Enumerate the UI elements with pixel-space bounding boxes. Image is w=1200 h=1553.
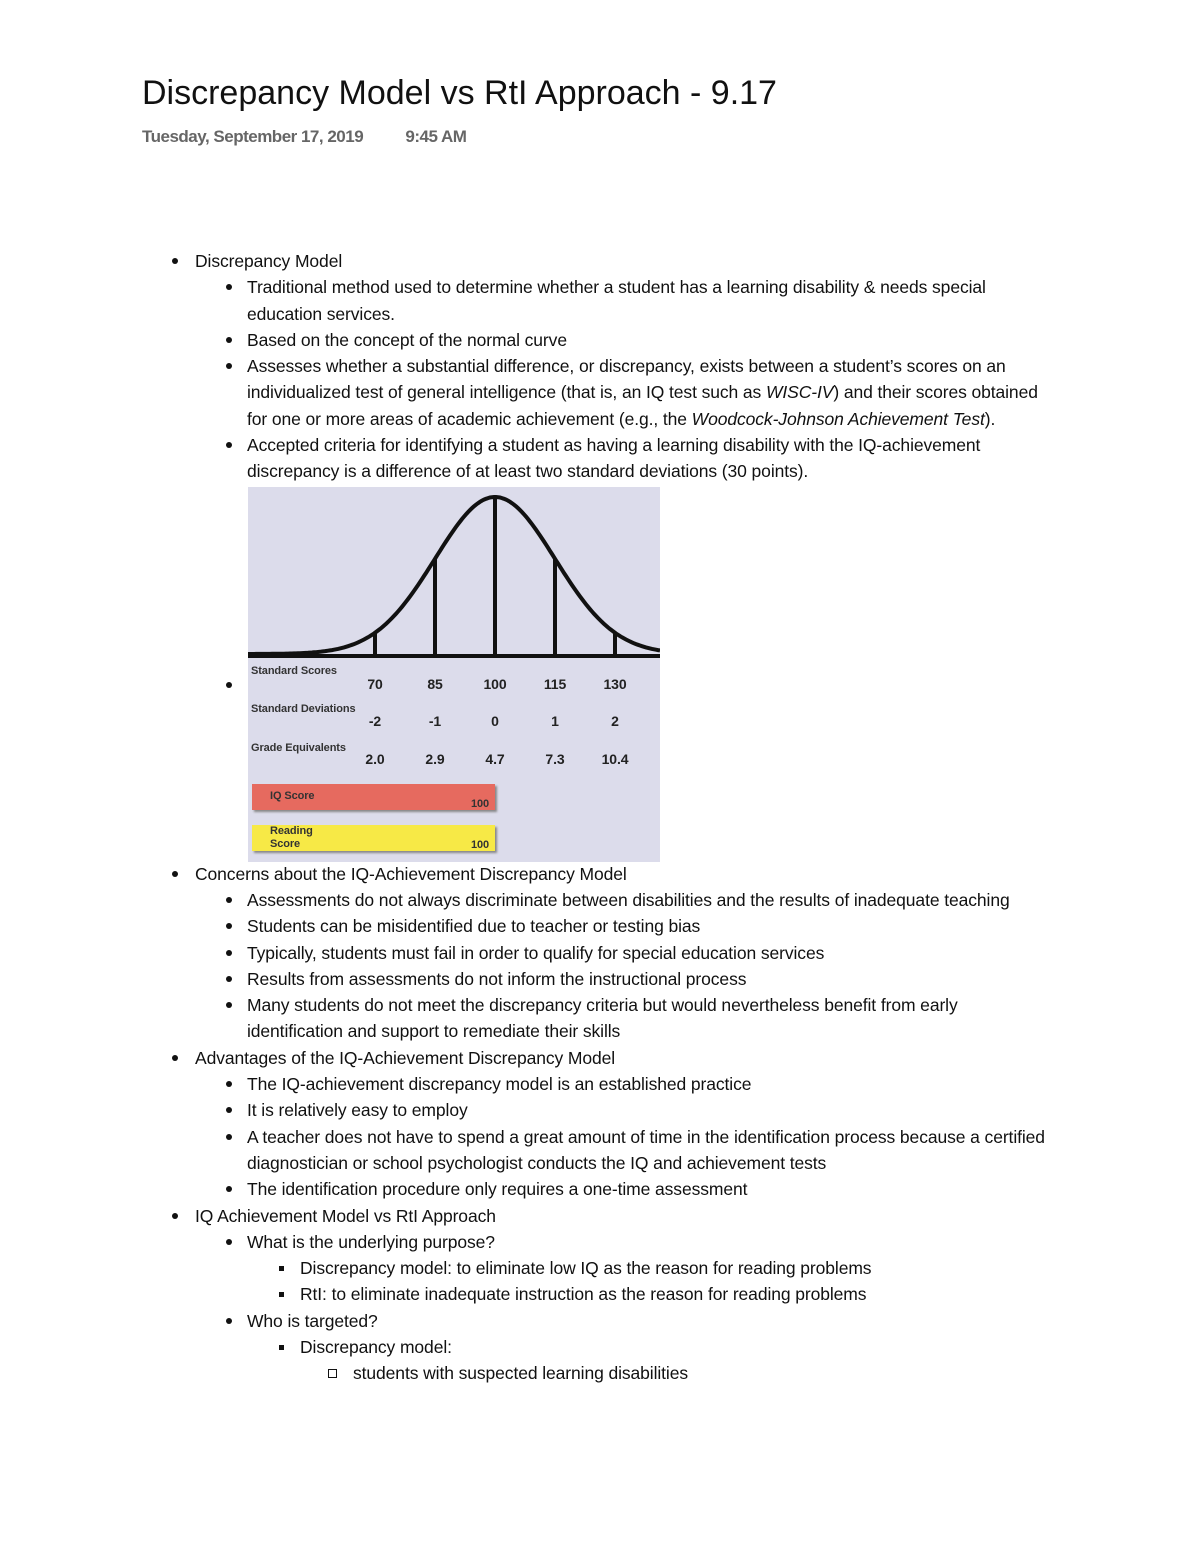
list-item-figure	[0, 485, 1057, 861]
item-text: Discrepancy model:	[300, 1337, 452, 1358]
list-item	[0, 274, 1057, 327]
grade-equivalent-value: 10.4	[601, 750, 629, 767]
item-text: Assesses whether a substantial difference, or discrepancy, exists between a student’s scores on an individualized test of general intelligence (that is, an IQ test such as	[247, 356, 1006, 403]
standard-score-value: 130	[603, 675, 627, 692]
item-text: Typically, students must fail in order to qualify for special education services	[247, 942, 825, 963]
grade-equivalent-value: 2.9	[425, 750, 445, 767]
list-item	[0, 992, 1057, 1045]
normal-curve-graphic	[248, 487, 660, 667]
iq-score-value: 100	[470, 797, 489, 810]
list-item	[0, 913, 1057, 939]
section-heading: IQ Achievement Model vs RtI Approach	[195, 1205, 496, 1226]
item-text: Based on the concept of the normal curve	[247, 329, 567, 350]
page-title: Discrepancy Model vs RtI Approach - 9.17	[142, 74, 777, 112]
item-text-italic: Woodcock-Johnson Achievement Test	[691, 408, 985, 429]
item-text: Who is targeted?	[247, 1310, 378, 1331]
grade-equivalent-value: 4.7	[485, 750, 505, 767]
standard-score-value: 115	[543, 675, 567, 692]
item-text: Many students do not meet the discrepancy criteria but would nevertheless benefit from early identification and support to remediate their skills	[247, 995, 958, 1042]
list-item	[0, 1334, 1060, 1387]
list-item	[0, 887, 1057, 913]
item-text: Discrepancy model: to eliminate low IQ as the reason for reading problems	[300, 1258, 872, 1279]
item-text: Results from assessments do not inform the instructional process	[247, 968, 747, 989]
list-item	[0, 1097, 1057, 1123]
standard-score-value: 100	[483, 675, 507, 692]
item-text: It is relatively easy to employ	[247, 1100, 468, 1121]
standard-score-value: 70	[367, 675, 383, 692]
page-meta	[142, 127, 504, 147]
standard-deviation-value: -2	[368, 712, 382, 729]
reading-score-label: Reading Score	[270, 824, 313, 850]
item-text: A teacher does not have to spend a great amount of time in the identification process because a certified diagnostician or school psychologist conducts the IQ and achievement tests	[247, 1126, 1045, 1173]
row-label-standard-scores: Standard Scores	[251, 664, 337, 677]
iq-score-bar	[252, 784, 495, 810]
item-text: ) and their scores obtained for one or more areas of academic achievement (e.g., the	[247, 382, 1038, 429]
list-item	[0, 353, 1057, 432]
section-heading: Concerns about the IQ-Achievement Discrepancy Model	[195, 863, 627, 884]
row-label-standard-deviations: Standard Deviations	[251, 702, 356, 715]
item-text-italic: WISC-IV	[765, 382, 834, 403]
list-item	[0, 1360, 1063, 1386]
section-heading: Advantages of the IQ-Achievement Discrepancy Model	[195, 1047, 616, 1068]
bell-curve	[248, 497, 660, 654]
reading-score-value: 100	[470, 838, 489, 851]
item-text: The identification procedure only requires a one-time assessment	[247, 1179, 748, 1200]
item-text: What is the underlying purpose?	[247, 1231, 495, 1252]
outline	[0, 248, 1200, 1387]
grade-equivalent-value: 7.3	[545, 750, 565, 767]
item-text: ).	[984, 408, 996, 429]
item-text: Assessments do not always discriminate between disabilities and the results of inadequate teaching	[247, 889, 1010, 910]
list-item	[0, 940, 1057, 966]
list-item	[0, 432, 1057, 485]
iq-score-label: IQ Score	[270, 789, 315, 802]
list-item	[0, 1124, 1057, 1177]
page-time: 9:45 AM	[405, 127, 467, 146]
list-item	[0, 1071, 1057, 1097]
item-text: Accepted criteria for identifying a student as having a learning disability with the IQ-achievement discrepancy is a difference of at least two standard deviations (30 points).	[247, 435, 981, 482]
standard-deviation-value: -1	[428, 712, 442, 729]
list-item	[0, 1203, 1200, 1387]
item-text: The IQ-achievement discrepancy model is an established practice	[247, 1074, 752, 1095]
standard-deviation-value: 2	[611, 712, 619, 729]
note-content[interactable]	[0, 248, 1200, 1387]
standard-deviation-value: 1	[551, 712, 559, 729]
normal-curve-figure	[248, 487, 660, 862]
item-text: Students can be misidentified due to teacher or testing bias	[247, 916, 701, 937]
list-item	[0, 1255, 1060, 1281]
list-item	[0, 966, 1057, 992]
list-item	[0, 1045, 1200, 1203]
list-item	[0, 861, 1200, 1045]
list-item	[0, 1308, 1057, 1387]
item-text: RtI: to eliminate inadequate instruction as the reason for reading problems	[300, 1284, 867, 1305]
item-text: students with suspected learning disabilities	[353, 1363, 688, 1384]
standard-score-value: 85	[427, 675, 443, 692]
row-label-grade-equivalents: Grade Equivalents	[251, 741, 346, 754]
reading-score-bar	[252, 825, 495, 851]
list-item	[0, 1281, 1060, 1307]
page-date: Tuesday, September 17, 2019	[142, 127, 364, 146]
section-heading: Discrepancy Model	[195, 251, 343, 271]
list-item	[0, 248, 1200, 861]
standard-deviation-value: 0	[491, 712, 499, 729]
list-item	[0, 327, 1057, 353]
list-item	[0, 1176, 1057, 1202]
item-text: Traditional method used to determine whether a student has a learning disability & needs special education services.	[247, 277, 986, 324]
grade-equivalent-value: 2.0	[365, 750, 385, 767]
list-item	[0, 1229, 1057, 1308]
